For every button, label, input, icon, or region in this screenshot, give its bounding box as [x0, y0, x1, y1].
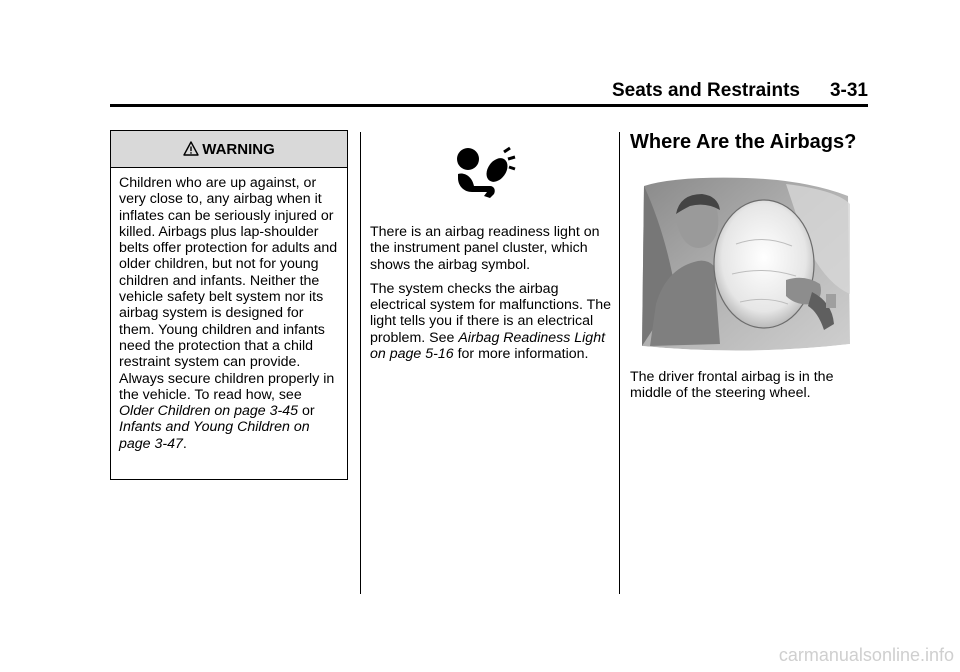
warning-box [110, 130, 348, 480]
link-older-children[interactable]: Older Children on page 3-45 [119, 403, 299, 420]
watermark: carmanualsonline.info [778, 645, 954, 665]
link-infants-young-children[interactable]: Infants and Young Children on page 3-47 [119, 419, 310, 452]
system-check-text-end: for more information. [453, 346, 589, 363]
page-header [110, 80, 868, 102]
warning-title: WARNING [202, 140, 275, 158]
link-airbag-readiness-light[interactable]: Airbag Readiness Light on page 5-16 [370, 329, 606, 363]
driver-frontal-airbag-illustration [636, 174, 858, 354]
column-divider-1 [360, 132, 361, 594]
system-check-text: The system checks the airbag electrical system for malfunctions. The light tells you if there is an electrical problem. See [370, 280, 612, 346]
column-3-text [630, 369, 870, 402]
warning-text-or: or [298, 403, 315, 420]
warning-body [111, 168, 347, 452]
column-2-text [370, 224, 612, 370]
header-rule [110, 104, 868, 107]
system-check-paragraph [370, 281, 612, 362]
page-number: 3-31 [829, 80, 868, 101]
section-title: Seats and Restraints [612, 80, 800, 101]
readiness-paragraph: There is an airbag readiness light on the instrument panel cluster, which shows the airbag symbol. [370, 224, 600, 273]
section-heading: Where Are the Airbags? [630, 131, 857, 153]
warning-triangle-icon [183, 141, 199, 157]
warning-text-end: . [182, 435, 187, 452]
airbag-location-caption: The driver frontal airbag is in the middle of the steering wheel. [630, 369, 834, 402]
column-divider-2 [619, 132, 620, 594]
warning-text: Children who are up against, or very close to, any airbag when it inflates can be seriously injured or killed. Airbags plus lap-shoulder belts offer protection for adults and older children, but not for young children and infants. Neither the vehicle safety belt system nor its airbag system is designed for them. Young children and infants need the protection that a child restraint system can provide. Always secure children properly in the vehicle. To read how, see [119, 175, 338, 403]
warning-header [111, 131, 347, 168]
airbag-readiness-icon [454, 146, 516, 202]
